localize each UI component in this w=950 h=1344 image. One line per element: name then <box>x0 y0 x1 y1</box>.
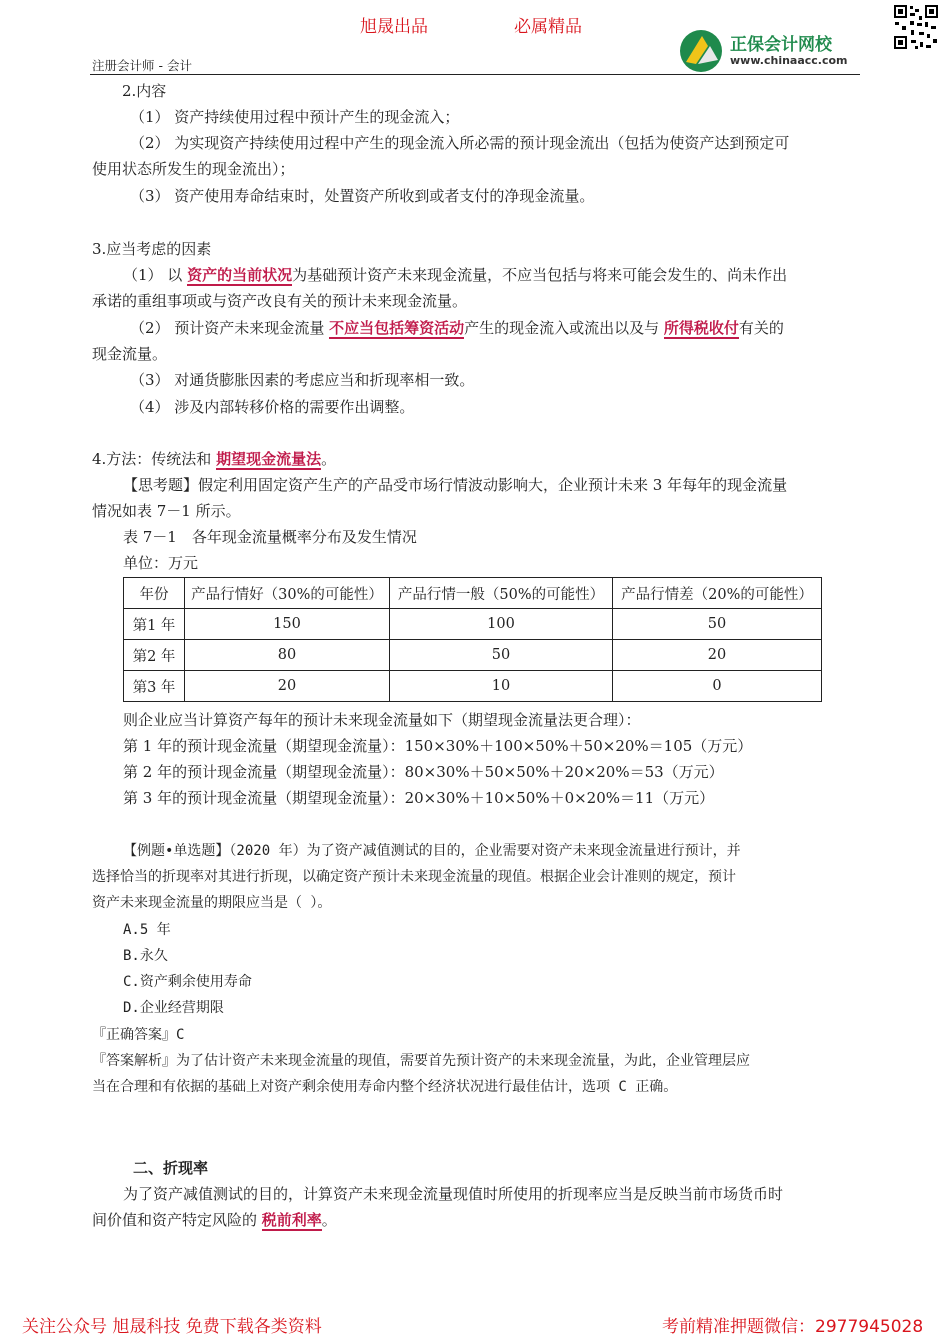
example-question-line-1: 【例题•单选题】（2020 年）为了资产减值测试的目的，企业需要对资产未来现金流量进行预计，并 <box>123 843 741 859</box>
discount-rate-line-2: 间价值和资产特定风险的 税前利率。 <box>92 1211 337 1229</box>
table-cell: 第1 年 <box>124 609 185 640</box>
s3-line-2: 承诺的重组事项或与资产改良有关的预计未来现金流量。 <box>92 292 468 310</box>
qr-code-icon <box>893 4 939 50</box>
qr-code <box>893 4 939 50</box>
table-unit: 单位：万元 <box>123 554 199 572</box>
table-header: 年份 <box>124 578 185 609</box>
s2-line-2: （2） 为实现资产持续使用过程中产生的现金流入所必需的预计现金流出（包括为使资产达到预定可 <box>130 134 790 152</box>
example-question-line-3: 资产未来现金流量的期限应当是（ ）。 <box>92 895 332 911</box>
answer-explanation-line-2: 当在合理和有依据的基础上对资产剩余使用寿命内整个经济状况进行最佳估计，选项 C 正确。 <box>92 1079 678 1095</box>
table-caption: 表 7－1 各年现金流量概率分布及发生情况 <box>123 528 417 546</box>
think-line-1: 【思考题】假定利用固定资产生产的产品受市场行情波动影响大，企业预计未来 3 年每年的现金流量 <box>123 476 788 494</box>
header-divider <box>90 74 860 75</box>
header-brand-right: 必属精品 <box>514 17 582 37</box>
highlight-financing: 不应当包括筹资活动 <box>329 319 465 337</box>
correct-answer: 『正确答案』C <box>92 1027 185 1043</box>
option-c: C.资产剩余使用寿命 <box>123 974 252 990</box>
year-3-calc: 第 3 年的预计现金流量（期望现金流量）：20×30%＋10×50%＋0×20%＝11（万元） <box>123 789 715 807</box>
table-row <box>124 671 822 702</box>
logo-icon <box>678 28 726 74</box>
logo <box>678 28 858 74</box>
section-3-title: 3.应当考虑的因素 <box>92 240 212 258</box>
option-b: B.永久 <box>123 948 168 964</box>
discount-rate-line-1: 为了资产减值测试的目的，计算资产未来现金流量现值时所使用的折现率应当是反映当前市场货币时 <box>123 1185 784 1203</box>
think-line-2: 情况如表 7－1 所示。 <box>92 502 241 520</box>
section-4-title: 4.方法：传统法和 期望现金流量法。 <box>92 450 337 468</box>
highlight-income-tax: 所得税收付 <box>663 319 739 337</box>
logo-name: 正保会计网校 <box>730 35 832 55</box>
s2-line-3: 使用状态所发生的现金流出）； <box>92 160 295 178</box>
s3-line-3: （2） 预计资产未来现金流量 不应当包括筹资活动产生的现金流入或流出以及与 所得税收付有关的 <box>130 319 784 337</box>
section-2-title: 2.内容 <box>122 82 167 100</box>
option-d: D.企业经营期限 <box>123 1000 224 1016</box>
course-title: 注册会计师 - 会计 <box>92 58 192 73</box>
table-cell: 150 <box>185 609 390 640</box>
after-table-line-1: 则企业应当计算资产每年的预计未来现金流量如下（期望现金流量法更合理）： <box>123 711 641 729</box>
year-1-calc: 第 1 年的预计现金流量（期望现金流量）：150×30%＋100×50%＋50×20%＝105（万元） <box>123 737 753 755</box>
table-header: 产品行情好（30%的可能性） <box>185 578 390 609</box>
highlight-current-status: 资产的当前状况 <box>187 266 293 284</box>
s3-line-6: （4） 涉及内部转移价格的需要作出调整。 <box>130 398 415 416</box>
s3-line-4: 现金流量。 <box>92 345 168 363</box>
table-row <box>124 640 822 671</box>
logo-url[interactable]: www.chinaacc.com <box>730 54 848 67</box>
table-header: 产品行情差（20%的可能性） <box>613 578 822 609</box>
year-2-calc: 第 2 年的预计现金流量（期望现金流量）：80×30%＋50×50%＋20×20%＝53（万元） <box>123 763 724 781</box>
section-discount-rate-title: 二、折现率 <box>133 1159 209 1177</box>
option-a: A.5 年 <box>123 922 171 938</box>
table-cell: 100 <box>390 609 613 640</box>
s3-line-1: （1） 以 资产的当前状况为基础预计资产未来现金流量，不应当包括与将来可能会发生的、尚未作出 <box>123 266 788 284</box>
table-cell: 第3 年 <box>124 671 185 702</box>
s2-line-4: （3） 资产使用寿命结束时，处置资产所收到或者支付的净现金流量。 <box>130 187 595 205</box>
table-header: 产品行情一般（50%的可能性） <box>390 578 613 609</box>
footer-left: 关注公众号 旭晟科技 免费下载各类资料 <box>22 1317 322 1337</box>
highlight-expected-cashflow: 期望现金流量法 <box>216 450 322 468</box>
s2-line-1: （1） 资产持续使用过程中预计产生的现金流入； <box>130 108 460 126</box>
table-row <box>124 609 822 640</box>
table-cell: 80 <box>185 640 390 671</box>
table-cell: 50 <box>613 609 822 640</box>
answer-explanation-line-1: 『答案解析』为了估计资产未来现金流量的现值，需要首先预计资产的未来现金流量，为此，企业管理层应 <box>92 1053 750 1069</box>
table-cell: 20 <box>613 640 822 671</box>
table-cell: 20 <box>185 671 390 702</box>
s3-line-5: （3） 对通货膨胀因素的考虑应当和折现率相一致。 <box>130 371 475 389</box>
highlight-pretax-rate: 税前利率 <box>261 1211 322 1229</box>
header-brand-left: 旭晟出品 <box>360 17 428 37</box>
cashflow-table <box>123 577 822 702</box>
example-question-line-2: 选择恰当的折现率对其进行折现，以确定资产预计未来现金流量的现值。根据企业会计准则的规定，预计 <box>92 869 736 885</box>
table-cell: 0 <box>613 671 822 702</box>
footer-right: 考前精准押题微信：2977945028 <box>662 1317 924 1337</box>
table-cell: 10 <box>390 671 613 702</box>
table-cell: 50 <box>390 640 613 671</box>
table-cell: 第2 年 <box>124 640 185 671</box>
table-header-row <box>124 578 822 609</box>
